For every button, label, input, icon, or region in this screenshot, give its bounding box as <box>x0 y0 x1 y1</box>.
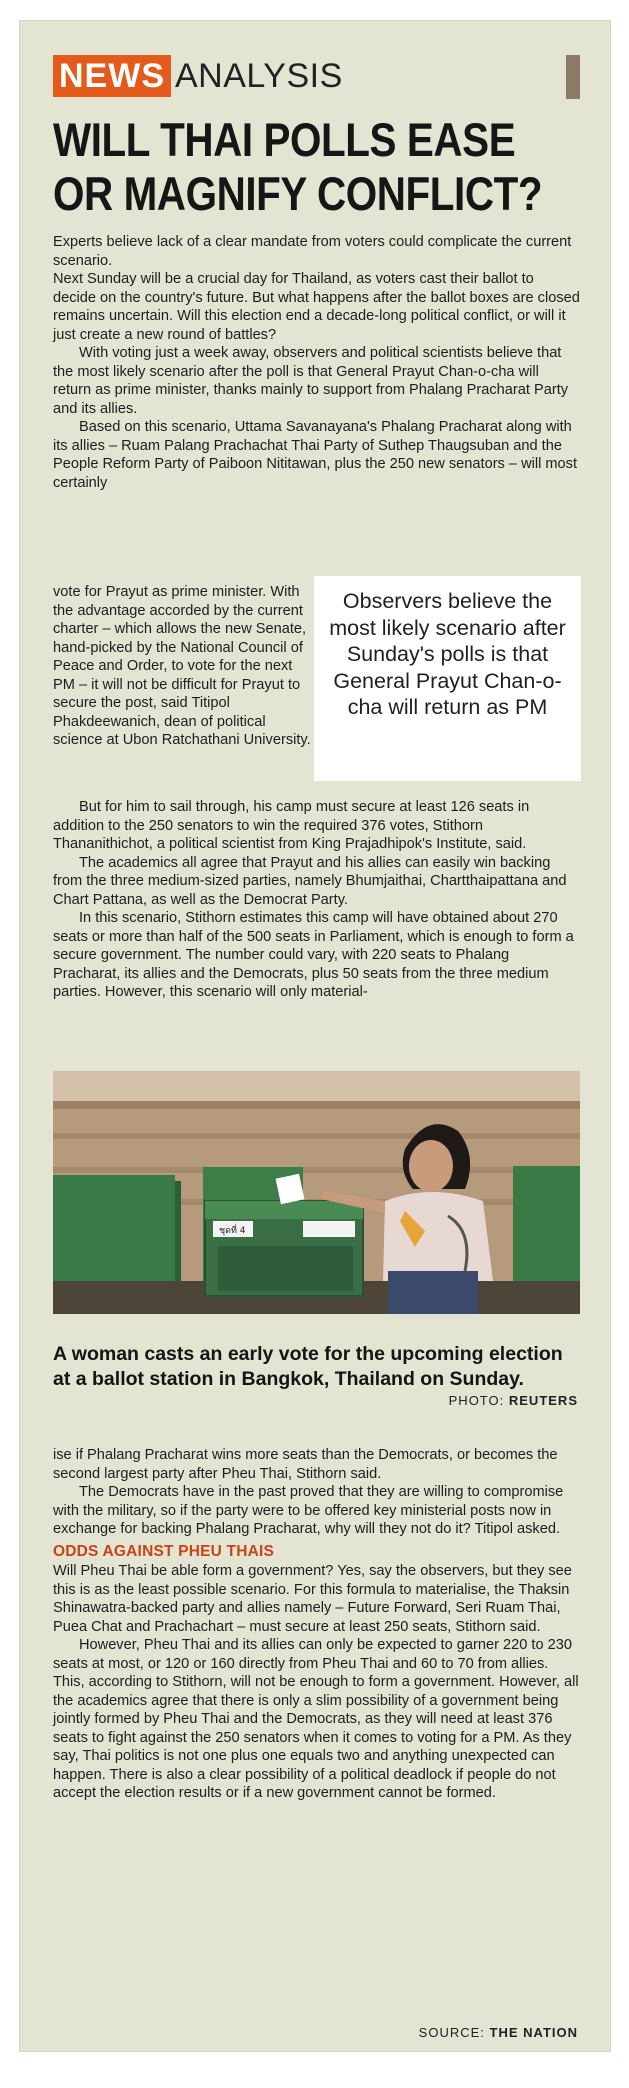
news-page <box>19 20 611 2052</box>
ballot-photo-illustration <box>53 1071 580 1314</box>
paragraph: ise if Phalang Pracharat wins more seats than the Democrats, or becomes the second largest party after Pheu Thai, Stithorn said. <box>53 1447 558 1482</box>
paragraph: vote for Prayut as prime minister. With the advantage accorded by the current charter – which allows the new Senate, hand-picked by the National Council of Peace and Order, to vote for the next PM – it will not be difficult for Prayut to secure the post, said Titipol Phakdeewanich, dean of political science at Ubon Ratchathani University. <box>53 584 311 748</box>
article-bottom <box>53 1446 580 1803</box>
header-accent-bar <box>566 55 580 99</box>
photo-caption: A woman casts an early vote for the upcoming election at a ballot station in Bangkok, Thailand on Sunday. <box>53 1343 563 1390</box>
paragraph: Will Pheu Thai be able form a government? Yes, say the observers, but they see this is as the least possible scenario. For this formula to materialise, the Thaksin Shinawatra-backed party and allies namely – Future Forward, Seri Ruam Thai, Puea Chat and Prachachart – must secure at least 250 seats, Stithorn said. <box>53 1563 572 1635</box>
pull-quote: Observers believe the most likely scenario after Sunday's polls is that General Prayut Chan-o-cha will return as PM <box>314 576 581 781</box>
source-credit <box>419 2025 578 2040</box>
headline-line-2: OR MAGNIFY CONFLICT? <box>53 167 543 220</box>
section-header <box>53 56 343 96</box>
ballot-box-label: ชุดที่ 4 <box>219 1226 246 1236</box>
paragraph: The academics all agree that Prayut and his allies can easily win backing from the three medium-sized parties, namely Bhumjaithai, Chartthaipattana and Chart Pattana, as well as the Democrat Party. <box>53 854 567 908</box>
subheading: ODDS AGAINST PHEU THAIS <box>53 1542 275 1560</box>
source-label: SOURCE: <box>418 2025 485 2040</box>
headline-line-1: WILL THAI POLLS EASE <box>53 113 516 166</box>
headline <box>53 113 543 221</box>
paragraph: In this scenario, Stithorn estimates this camp will have obtained about 270 seats or more than half of the 500 seats in Parliament, which is enough to form a secure government. The number could vary, with 220 seats to Phalang Pracharat, its allies and the Democrats, plus 50 seats from the three medium parties. However, this scenario will only material- <box>53 910 574 1000</box>
photo-credit-label: PHOTO: <box>448 1393 505 1408</box>
source-name: THE NATION <box>489 2025 578 2040</box>
paragraph: With voting just a week away, observers and political scientists believe that the most likely scenario after the poll is that General Prayut Chan-o-cha will return as prime minister, thanks mainly to support from Phalang Pracharat Party and its allies. <box>53 345 569 417</box>
article-top <box>53 233 580 492</box>
article-narrow-column <box>53 583 315 750</box>
paragraph: However, Pheu Thai and its allies can only be expected to garner 220 to 230 seats at most, or 120 or 160 directly from Pheu Thai and 60 to 70 from allies. This, according to Stithorn, will not be enough to form a government. However, all the academics agree that there is only a slim possibility of a government being jointly formed by Pheu Thai and the Democrats, as they will need at least 376 seats to fight against the 250 senators when it comes to voting for a PM. As they say, Thai politics is not one plus one equals two and anything unexpected can happen. There is also a clear possibility of a political deadlock if people do not accept the election results or if a new government cannot be formed. <box>53 1637 579 1801</box>
paragraph: Based on this scenario, Uttama Savanayana's Phalang Pracharat along with its allies – Ruam Palang Prachachat Thai Party of Suthep Thaugsuban and the People Reform Party of Paiboon Nititawan, plus the 250 new senators – will most certainly <box>53 419 578 491</box>
standfirst: Experts believe lack of a clear mandate from voters could complicate the current scenario. <box>53 234 572 269</box>
news-photo <box>53 1071 580 1314</box>
section-label: ANALYSIS <box>175 56 343 95</box>
paragraph: Next Sunday will be a crucial day for Thailand, as voters cast their ballot to decide on the country's future. But what happens after the ballot boxes are closed remains uncertain. Will this election end a decade-long political conflict, or will it just create a new round of battles? <box>53 271 580 343</box>
news-badge: NEWS <box>53 55 171 97</box>
article-middle <box>53 798 580 1002</box>
paragraph: The Democrats have in the past proved that they are willing to compromise with the military, so if the party were to be offered key ministerial posts now in exchange for backing Phalang Pracharat, why will they not do it? Titipol asked. <box>53 1484 564 1537</box>
paragraph: But for him to sail through, his camp must secure at least 126 seats in addition to the 250 senators to win the required 376 votes, Stithorn Thananithichot, a political scientist from King Prajadhipok's Institute, said. <box>53 799 530 852</box>
photo-credit-source: REUTERS <box>508 1393 578 1408</box>
photo-credit <box>449 1393 578 1408</box>
